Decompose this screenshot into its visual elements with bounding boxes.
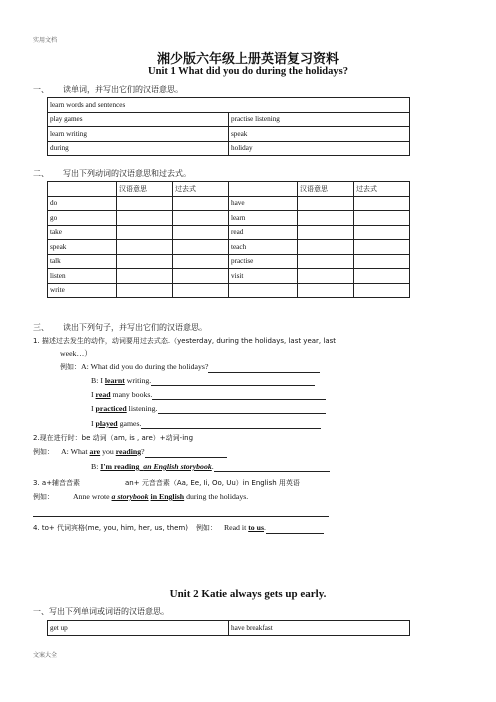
item1-example-e: I played games. (91, 418, 321, 429)
unit2-vocab-table (47, 620, 410, 636)
verb-cell: read (229, 225, 298, 240)
unit1-section2-heading (33, 168, 191, 179)
table-row (48, 254, 410, 269)
table-header-row (48, 182, 410, 197)
item1-example-a: 例如：A: What did you do during the holidays? (60, 361, 320, 373)
verb-cell: teach (229, 240, 298, 255)
section-text: 写出下列动词的汉语意思和过去式。 (63, 169, 191, 178)
header-cell: 过去式 (354, 182, 410, 197)
verb-cell: have (229, 196, 298, 211)
table-row (48, 269, 410, 284)
table-cell: have breakfast (229, 621, 410, 636)
verb-cell: speak (48, 240, 117, 255)
answer-blank[interactable] (214, 462, 330, 472)
table-cell: speak (229, 127, 410, 142)
table-row (48, 621, 410, 636)
table-row (48, 196, 410, 211)
header-cell: 过去式 (173, 182, 229, 197)
answer-blank[interactable] (151, 376, 315, 386)
table-row (48, 240, 410, 255)
table-row (48, 127, 410, 142)
table-cell: play games (48, 112, 229, 127)
item1-rule-line2: week…） (60, 349, 93, 358)
header-cell: 汉语意思 (117, 182, 173, 197)
unit1-heading: Unit 1 What did you do during the holidays? (148, 66, 348, 77)
answer-blank[interactable] (158, 404, 326, 414)
item2-example-b: B: I'm reading an English storybook. (91, 461, 330, 472)
verb-cell: take (48, 225, 117, 240)
section-text: 读出下列句子，并写出它们的汉语意思。 (63, 323, 207, 332)
unit2-section1-heading (33, 606, 169, 617)
answer-blank[interactable] (145, 448, 227, 458)
verb-cell: go (48, 211, 117, 226)
unit1-vocab-table (47, 97, 410, 156)
verb-cell: do (48, 196, 117, 211)
item3-rule: 3. a+辅音音素 an+ 元音音素（Aa, Ee, Ii, Oo, Uu）in English 用英语 (33, 479, 300, 487)
header-cell: 汉语意思 (298, 182, 354, 197)
unit2-heading: Unit 2 Katie always gets up early. (169, 588, 327, 600)
footer: 文案大全 (33, 652, 58, 659)
page-title: 湘少版六年级上册英语复习资料 (156, 52, 339, 67)
table-cell: learn words and sentences (48, 98, 410, 113)
item1-example-b: B: I learnt writing. (91, 375, 315, 386)
answer-blank[interactable] (266, 524, 324, 534)
section-text: 读单词，并写出它们的汉语意思。 (63, 85, 183, 94)
section-number: 三、 (33, 323, 49, 332)
verb-cell: write (48, 283, 117, 298)
table-cell: during (48, 141, 229, 156)
verb-cell: learn (229, 211, 298, 226)
section-text: 写出下列单词或词语的汉语意思。 (49, 607, 169, 616)
section-number: 二、 (33, 169, 49, 178)
header-top: 实用文档 (33, 37, 58, 44)
item2-example-a: 例如： A: What are you reading? (33, 446, 227, 458)
item1-example-c: I read many books. (91, 389, 326, 400)
header-cell (48, 182, 117, 197)
unit1-section3-heading (33, 322, 207, 333)
answer-blank[interactable] (152, 390, 326, 400)
section-number: 一、 (33, 607, 49, 616)
table-row (48, 211, 410, 226)
verb-cell: talk (48, 254, 117, 269)
table-row (48, 225, 410, 240)
item4-rule: 4. to+ 代词宾格(me, you, him, her, us, them) 例如： Read it to us. (33, 522, 324, 534)
table-row (48, 112, 410, 127)
verb-cell: visit (229, 269, 298, 284)
item3-answer-line[interactable] (33, 516, 329, 517)
table-row (48, 283, 410, 298)
answer-blank[interactable] (141, 419, 321, 429)
verb-cell (229, 283, 298, 298)
table-cell: practise listening (229, 112, 410, 127)
table-cell: get up (48, 621, 229, 636)
item2-rule: 2.现在进行时：be 动词（am, is , are）+动词-ing (33, 434, 194, 442)
verb-cell: listen (48, 269, 117, 284)
table-row (48, 141, 410, 156)
item1-example-d: I practiced listening. (91, 403, 326, 414)
table-cell: learn writing (48, 127, 229, 142)
verb-cell: practise (229, 254, 298, 269)
table-cell: holiday (229, 141, 410, 156)
item1-rule-line1: 1. 描述过去发生的动作，动词要用过去式态.（yesterday, during the holidays, last year, last (33, 337, 337, 345)
table-row (48, 98, 410, 113)
header-cell (229, 182, 298, 197)
answer-blank[interactable] (208, 363, 320, 373)
unit1-verb-table (47, 181, 410, 298)
unit1-section1-heading (33, 84, 183, 95)
item3-example: 例如： Anne wrote a storybook in English during the holidays. (33, 492, 249, 501)
section-number: 一、 (33, 85, 49, 94)
